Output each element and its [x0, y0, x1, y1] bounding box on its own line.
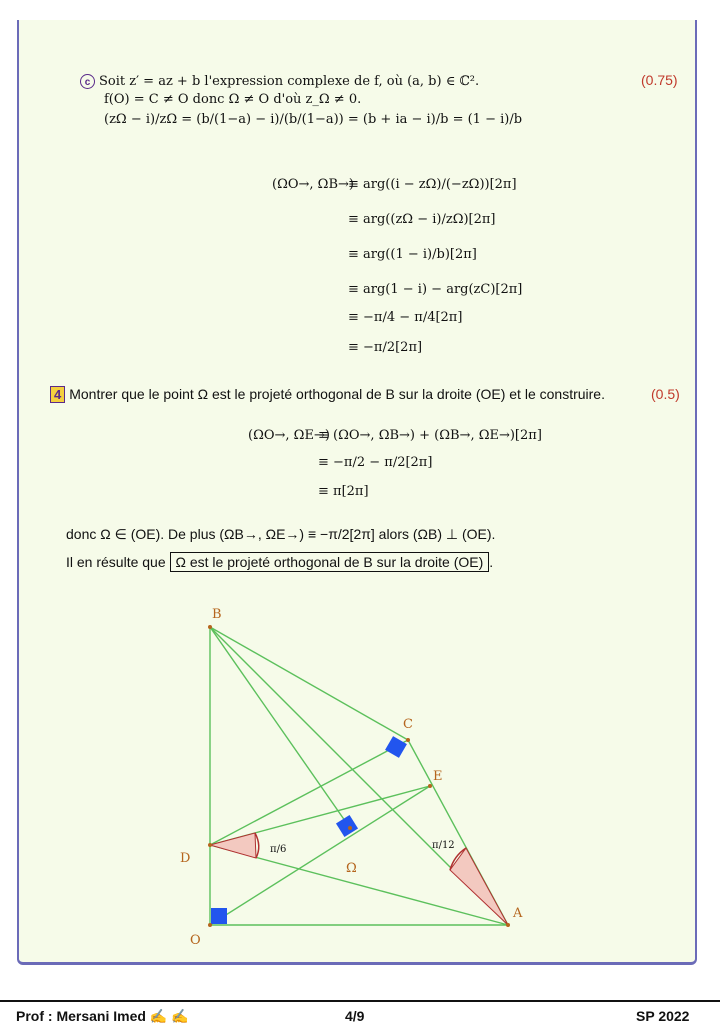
- part-c-step-6: ≡ −π/2[2π]: [348, 340, 423, 355]
- part4-step-2: ≡ −π/2 − π/2[2π]: [318, 455, 433, 470]
- label-Omega: Ω: [346, 861, 357, 876]
- segment-OE: [210, 786, 430, 925]
- angle-label-D: π/6: [270, 844, 287, 855]
- conclusion-prefix: Il en résulte que: [66, 554, 166, 570]
- right-angle-square-C: [385, 736, 407, 758]
- label-D: D: [180, 851, 191, 866]
- point-Omega: [348, 826, 352, 830]
- label-O: O: [190, 933, 201, 948]
- part-c-step-3: ≡ arg((1 − i)/b)[2π]: [348, 247, 477, 262]
- point-A: [506, 923, 510, 927]
- part-c-ratio-equation: (zΩ − i)/zΩ = (b/(1−a) − i)/(b/(1−a)) = (b + ia − i)/b = (1 − i)/b: [104, 112, 523, 127]
- part4-step-1: ≡ (ΩO→, ΩB→) + (ΩB→, ΩE→)[2π]: [318, 428, 542, 443]
- right-angle-square-O: [211, 908, 227, 924]
- segment-BC: [210, 627, 408, 740]
- part-c-statement: Soit z′ = az + b l'expression complexe de f, où (a, b) ∈ ℂ².: [99, 74, 480, 89]
- point-C: [406, 738, 410, 742]
- part-c-line2: f(O) = C ≠ O donc Ω ≠ O d'où z_Ω ≠ 0.: [104, 92, 362, 107]
- part-c-step-2: ≡ arg((zΩ − i)/zΩ)[2π]: [348, 212, 496, 227]
- label-A: A: [513, 906, 523, 921]
- part-c-step-4: ≡ arg(1 − i) − arg(zC)[2π]: [348, 282, 523, 297]
- part-c-step-1: ≡ arg((i − zΩ)/(−zΩ))[2π]: [348, 177, 517, 192]
- point-B: [208, 625, 212, 629]
- label-E: E: [433, 769, 443, 784]
- part4-conclusion-1: donc Ω ∈ (OE). De plus (ΩB→, ΩE→) ≡ −π/2[2π] alors (ΩB) ⊥ (OE).: [66, 526, 496, 542]
- part-c-angle-lhs: (ΩO→, ΩB→): [272, 177, 354, 192]
- point-D: [208, 843, 212, 847]
- part4-badge: 4: [50, 386, 65, 403]
- segment-B-Omega: [210, 627, 350, 828]
- point-E: [428, 784, 432, 788]
- conclusion-suffix: .: [489, 554, 494, 570]
- angle-label-A: π/12: [432, 840, 455, 851]
- part4-score: (0.5): [651, 386, 680, 402]
- footer-page-number: [345, 1008, 364, 1024]
- footer-session: SP 2022: [636, 1008, 690, 1024]
- conclusion-boxed-result: Ω est le projeté orthogonal de B sur la droite (OE): [170, 552, 490, 572]
- part4-question: Montrer que le point Ω est le projeté orthogonal de B sur la droite (OE) et le construire.: [69, 386, 605, 402]
- angle-wedge-A: [450, 848, 508, 925]
- page-number: 4/9: [345, 1008, 365, 1024]
- part4-step-3: ≡ π[2π]: [318, 484, 369, 499]
- part-c-badge: c: [80, 74, 95, 89]
- label-C: C: [403, 717, 413, 732]
- part-c-score: (0.75): [641, 72, 678, 88]
- part-c-step-5: ≡ −π/4 − π/4[2π]: [348, 310, 463, 325]
- footer-author: Prof : Mersani Imed ✍ ✍: [16, 1008, 189, 1024]
- part4-eq-lhs: (ΩO→, ΩE→): [248, 428, 330, 443]
- angle-wedge-D: [210, 833, 256, 858]
- label-B: B: [212, 607, 222, 622]
- point-O: [208, 923, 212, 927]
- segment-DC: [210, 740, 408, 845]
- footer-rule: [0, 1000, 720, 1002]
